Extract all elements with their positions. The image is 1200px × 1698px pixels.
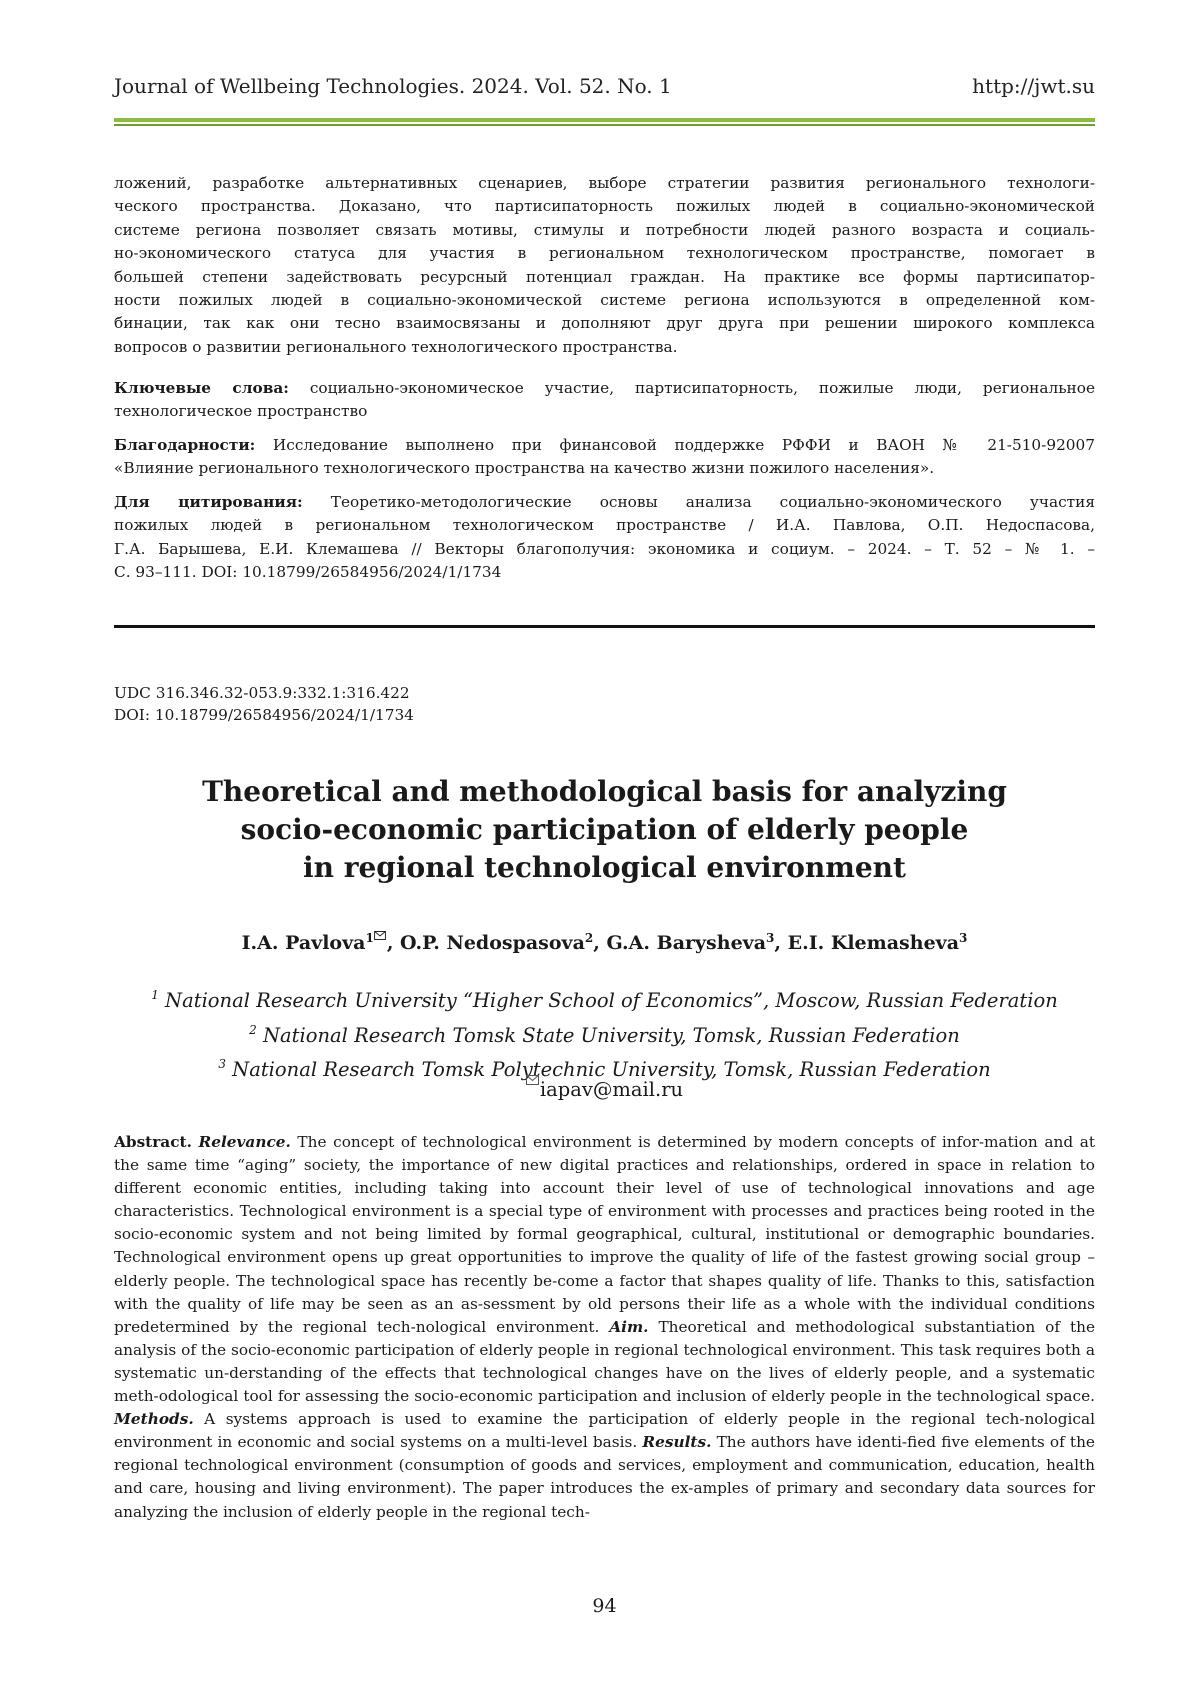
acknowledgements-text: «Влияние регионального технологического пространства на качество жизни пожилого населения». [114, 459, 935, 478]
header-rule-thick [114, 118, 1095, 122]
author-name: O.P. Nedospasova [400, 932, 585, 954]
author-separator: , [774, 932, 788, 954]
affiliation [114, 981, 1095, 1016]
affiliation-marker: 2 [584, 931, 594, 945]
methods-text: A systems approach is used to examine the participation of elderly people in the regional tech-nological environment in economic and social systems on a multi-level basis. [114, 1410, 1095, 1452]
citation-text: Теоретико-методологические основы анализа социально-экономического участия [302, 493, 1095, 511]
english-abstract [114, 1131, 1095, 1524]
affiliation-text: National Research University “Higher School of Economics”, Moscow, Russian Federation [158, 989, 1058, 1012]
journal-citation-header: Journal of Wellbeing Technologies. 2024. Vol. 52. No. 1 [114, 74, 672, 98]
relevance-label: Relevance. [198, 1133, 291, 1151]
affiliation [114, 1016, 1095, 1051]
results-text: The authors have identi-fied five elements of the regional technological environment (consumption of goods and services, employment and communication, education, health and care, housing and living environment). The paper introduces the ex-amples of primary and secondary data sources for analyzing the inclusion of elderly people in the regional tech- [114, 1433, 1095, 1521]
results-label: Results. [642, 1433, 712, 1452]
author-name: E.I. Klemasheva [787, 932, 960, 954]
affiliation-marker: 1 [365, 931, 374, 945]
affiliation-text: National Research Tomsk Polytechnic University, Tomsk, Russian Federation [225, 1058, 991, 1081]
text-line: системе региона позволяет связать мотивы, стимулы и потребности людей разного возраста и социаль- [114, 220, 1095, 239]
text-line: бинации, так как они тесно взаимосвязаны и дополняют друг друга при решении широкого комплекса [114, 314, 1095, 333]
citation-label: Для цитирования: [114, 493, 303, 511]
text-line: большей степени задействовать ресурсный потенциал граждан. На практике все формы партисипатор- [114, 267, 1095, 286]
title-line: in regional technological environment [303, 851, 906, 884]
page-number: 94 [592, 1595, 617, 1617]
russian-acknowledgements [114, 434, 1095, 481]
title-line: socio-economic participation of elderly people [240, 813, 969, 846]
affiliation-number: 2 [249, 1022, 257, 1037]
aim-label: Aim. [609, 1317, 649, 1336]
acknowledgements-text: Исследование выполнено при финансовой поддержке РФФИ и ВАОН № 21-510-92007 [255, 436, 1095, 454]
affiliation-marker: 3 [766, 931, 775, 945]
text-line: ности пожилых людей в социально-экономической системе региона используются в определенной ком- [114, 291, 1095, 310]
title-line: Theoretical and methodological basis for analyzing [202, 775, 1007, 808]
envelope-icon [526, 1075, 539, 1085]
affiliation-number: 1 [151, 988, 159, 1002]
section-divider [114, 625, 1095, 628]
affiliation-list [114, 981, 1095, 1085]
russian-abstract-continuation [114, 172, 1095, 359]
author-name: I.A. Pavlova [241, 932, 366, 954]
journal-url[interactable]: http://jwt.su [972, 74, 1095, 98]
acknowledgements-label: Благодарности: [114, 436, 256, 454]
udc-code: UDC 316.346.32-053.9:332.1:316.422 [114, 684, 410, 702]
keywords-text: технологическое пространство [114, 402, 368, 421]
text-line: вопросов о развитии регионального технологического пространства. [114, 337, 678, 356]
aim-text: Theoretical and methodological substantiation of the analysis of the socio-economic participation of elderly people in regional technological environment. This task requires both a systematic un-derstanding of the effects that technological changes have on the lives of elderly people, and a systematic meth-odological tool for assessing the socio-economic participation and inclusion of elderly people in the technological space. [114, 1317, 1095, 1406]
article-identifiers [114, 682, 414, 726]
keywords-text: социально-экономическое участие, партисипаторность, пожилые люди, региональное [288, 379, 1095, 397]
relevance-text: The concept of technological environment is determined by modern concepts of infor-mation and at the same time “aging” society, the importance of new digital practices and relationships, ordered in space in relation to different economic entities, including taking into account their level of use of technological innovations and age characteristics. Technological environment is a special type of environment with processes and practices being rooted in the socio-economic system and not being limited by formal geographical, cultural, institutional or demographic boundaries. Technological environment opens up great opportunities to improve the quality of life of the fastest growing social group – elderly people. The technological space has recently be-come a factor that shapes quality of life. Thanks to this, satisfaction with the quality of life may be seen as an as-sessment by old persons their life as a whole with the individual conditions predetermined by the regional tech-nological environment. [114, 1133, 1095, 1336]
text-line: но-экономического статуса для участия в региональном технологическом пространстве, помогает в [114, 244, 1095, 263]
corresponding-email [114, 1075, 1095, 1104]
author-name: G.A. Barysheva [606, 932, 767, 954]
affiliation-text: National Research Tomsk State University, Tomsk, Russian Federation [256, 1023, 960, 1047]
author-list [114, 925, 1095, 956]
affiliation-number: 3 [218, 1057, 226, 1071]
header-rule-thin [114, 124, 1095, 126]
text-line: ложений, разработке альтернативных сценариев, выборе стратегии развития регионального технологи- [114, 174, 1095, 192]
email-address[interactable]: iapav@mail.ru [539, 1078, 684, 1101]
methods-label: Methods. [114, 1410, 194, 1429]
doi-code[interactable]: DOI: 10.18799/26584956/2024/1/1734 [114, 706, 414, 724]
affiliation-marker: 3 [959, 931, 968, 945]
envelope-icon [374, 931, 386, 940]
russian-citation [114, 491, 1095, 585]
author-separator: , [386, 932, 401, 954]
running-header [114, 74, 1095, 98]
keywords-label: Ключевые слова: [114, 379, 289, 397]
russian-keywords [114, 377, 1095, 424]
citation-text: пожилых людей в региональном технологическом пространстве / И.А. Павлова, О.П. Недоспасова, [114, 516, 1095, 535]
citation-text: С. 93–111. DOI: 10.18799/26584956/2024/1/1734 [114, 563, 502, 582]
article-title [114, 773, 1095, 887]
author-separator: , [593, 932, 607, 954]
text-line: ческого пространства. Доказано, что партисипаторность пожилых людей в социально-экономической [114, 197, 1095, 216]
citation-text: Г.А. Барышева, Е.И. Клемашева // Векторы благополучия: экономика и социум. – 2024. – Т. 52 – № 1. – [114, 539, 1095, 558]
abstract-label: Abstract. [114, 1133, 192, 1151]
